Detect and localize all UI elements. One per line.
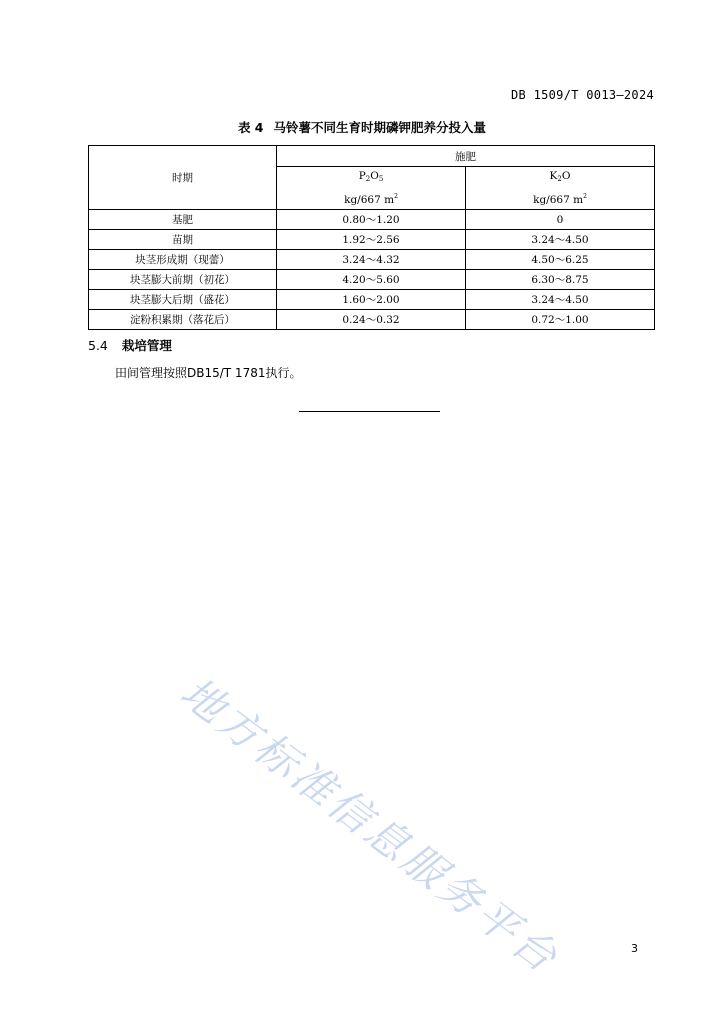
header-p2o5: $P_2O_5$ kg/667 $m^2$ xyxy=(277,167,466,210)
table-caption-text: 马铃薯不同生育时期磷钾肥养分投入量 xyxy=(273,120,487,135)
cell-period: 块茎形成期（现蕾） xyxy=(89,250,277,270)
document-code: DB 1509/T 0013—2024 xyxy=(511,88,654,102)
header-k2o: $K_2O$ kg/667 $m^2$ xyxy=(466,167,655,210)
table-row xyxy=(89,230,655,250)
cell-period: 苗期 xyxy=(89,230,277,250)
cell-period: 基肥 xyxy=(89,210,277,230)
cell-k2o: 4.50～6.25 xyxy=(466,250,655,270)
section-heading xyxy=(88,336,172,354)
cell-period: 块茎膨大前期（初花） xyxy=(89,270,277,290)
section-number: 5.4 xyxy=(88,338,108,353)
table-row xyxy=(89,310,655,330)
header-fertilization: 施肥 xyxy=(277,146,655,167)
table-caption xyxy=(0,118,724,136)
cell-p2o5: 1.60～2.00 xyxy=(277,290,466,310)
cell-p2o5: 0.80～1.20 xyxy=(277,210,466,230)
cell-p2o5: 0.24～0.32 xyxy=(277,310,466,330)
cell-k2o: 3.24～4.50 xyxy=(466,290,655,310)
fertilizer-table xyxy=(88,145,655,330)
table-row xyxy=(89,270,655,290)
table-row xyxy=(89,210,655,230)
cell-k2o: 0.72～1.00 xyxy=(466,310,655,330)
table-caption-number: 表 4 xyxy=(237,120,264,135)
table-row xyxy=(89,290,655,310)
section-paragraph: 田间管理按照DB15/T 1781执行。 xyxy=(115,366,302,380)
cell-k2o: 3.24～4.50 xyxy=(466,230,655,250)
header-period: 时期 xyxy=(89,146,277,210)
cell-k2o: 6.30～8.75 xyxy=(466,270,655,290)
watermark: 地方标准信息服务平台 xyxy=(171,667,569,984)
page-number: 3 xyxy=(631,942,638,955)
table-row xyxy=(89,250,655,270)
cell-p2o5: 1.92～2.56 xyxy=(277,230,466,250)
cell-period: 块茎膨大后期（盛花） xyxy=(89,290,277,310)
section-title: 栽培管理 xyxy=(121,338,172,353)
cell-p2o5: 3.24～4.32 xyxy=(277,250,466,270)
cell-period: 淀粉积累期（落花后） xyxy=(89,310,277,330)
end-rule xyxy=(299,411,440,412)
cell-k2o: 0 xyxy=(466,210,655,230)
cell-p2o5: 4.20～5.60 xyxy=(277,270,466,290)
